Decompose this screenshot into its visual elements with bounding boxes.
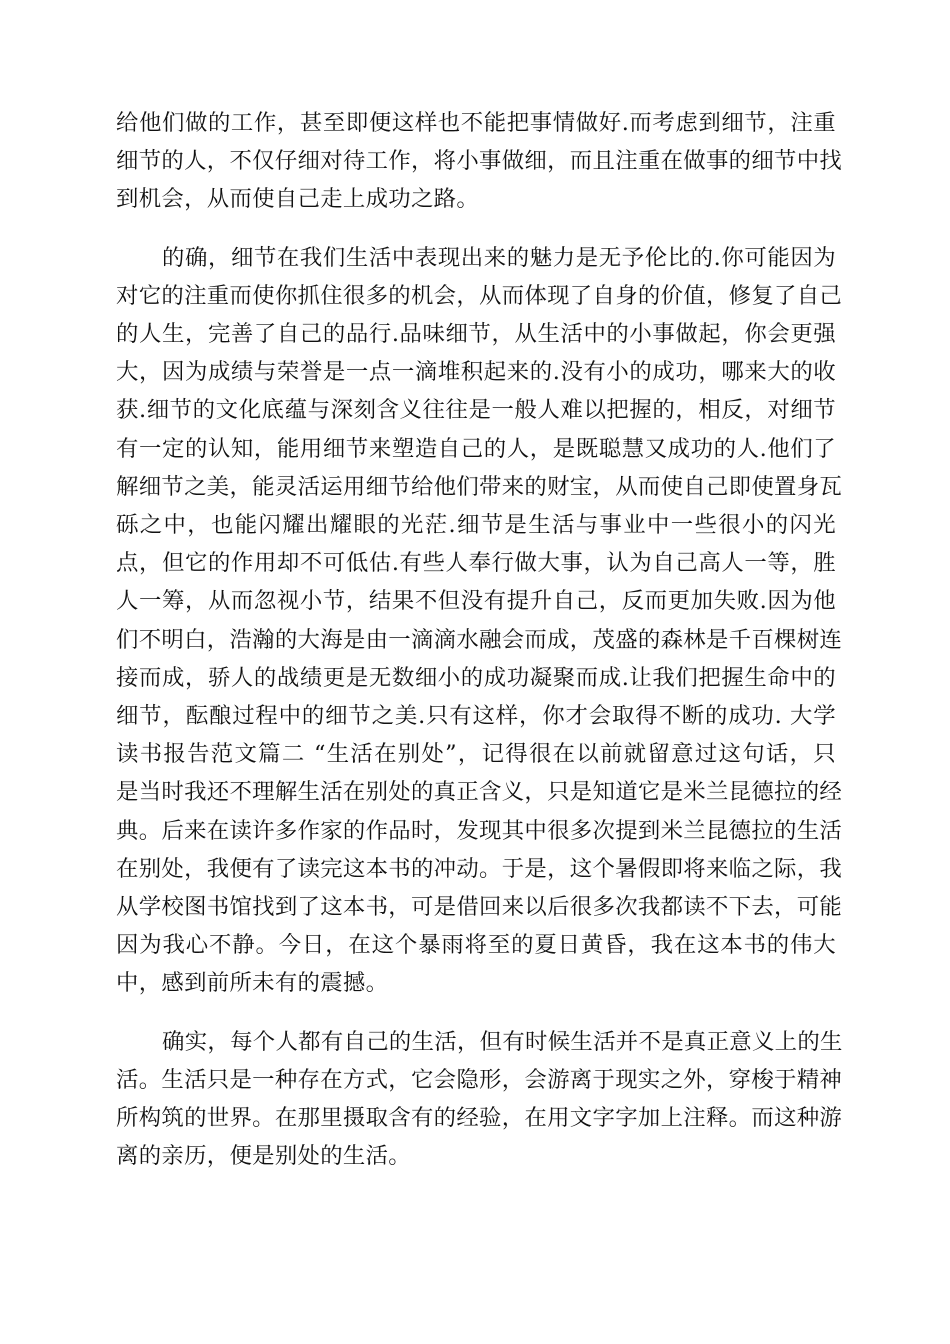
text-line: 活。生活只是一种存在方式，它会隐形，会游离于现实之外，穿梭于精神 [116, 1066, 843, 1093]
text-line: 读书报告范文篇二 “生活在别处”，记得很在以前就留意过这句话，只 [116, 741, 836, 768]
text-line: 人一筹，从而忽视小节，结果不但没有提升自己，反而更加失败.因为他 [116, 588, 836, 615]
text-line: 从学校图书馆找到了这本书，可是借回来以后很多次我都读不下去，可能 [116, 894, 843, 921]
text-line: 到机会，从而使自己走上成功之路。 [116, 186, 480, 213]
text-line: 在别处，我便有了读完这本书的冲动。于是，这个暑假即将来临之际，我 [116, 855, 843, 882]
text-line: 中，感到前所未有的震撼。 [116, 970, 389, 997]
text-line: 砾之中，也能闪耀出耀眼的光茫.细节是生活与事业中一些很小的闪光 [116, 512, 836, 539]
text-line: 所构筑的世界。在那里摄取含有的经验，在用文字字加上注释。而这种游 [116, 1105, 843, 1132]
text-line: 确实，每个人都有自己的生活，但有时候生活并不是真正意义上的生 [162, 1028, 843, 1055]
text-line: 接而成，骄人的战绩更是无数细小的成功凝聚而成.让我们把握生命中的 [116, 664, 836, 691]
text-line: 的确，细节在我们生活中表现出来的魅力是无予伦比的.你可能因为 [162, 244, 836, 271]
text-line: 是当时我还不理解生活在别处的真正含义，只是知道它是米兰昆德拉的经 [116, 779, 843, 806]
text-line: 细节的人，不仅仔细对待工作，将小事做细，而且注重在做事的细节中找 [116, 148, 843, 175]
text-line: 细节，酝酿过程中的细节之美.只有这样，你才会取得不断的成功. 大学 [116, 703, 836, 730]
paragraph-3 [116, 1023, 843, 1176]
document-page [116, 104, 843, 1175]
text-line: 给他们做的工作，甚至即便这样也不能把事情做好.而考虑到细节，注重 [116, 110, 836, 136]
text-line: 因为我心不静。今日，在这个暴雨将至的夏日黄昏，我在这本书的伟大 [116, 932, 836, 959]
text-line: 有一定的认知，能用细节来塑造自己的人，是既聪慧又成功的人.他们了 [116, 435, 836, 462]
text-line: 们不明白，浩瀚的大海是由一滴滴水融会而成，茂盛的森林是千百棵树连 [116, 626, 843, 653]
text-line: 获.细节的文化底蕴与深刻含义往往是一般人难以把握的，相反，对细节 [116, 397, 836, 424]
text-line: 典。后来在读许多作家的作品时，发现其中很多次提到米兰昆德拉的生活 [116, 817, 843, 844]
text-line: 解细节之美，能灵活运用细节给他们带来的财宝，从而使自己即使置身瓦 [116, 473, 843, 500]
text-line: 点，但它的作用却不可低估.有些人奉行做大事，认为自己高人一等，胜 [116, 550, 836, 577]
paragraph-1 [116, 104, 843, 219]
text-line: 对它的注重而使你抓住很多的机会，从而体现了自身的价值，修复了自己 [116, 282, 843, 309]
text-line: 离的亲历，便是别处的生活。 [116, 1143, 411, 1170]
text-line: 大，因为成绩与荣誉是一点一滴堆积起来的.没有小的成功，哪来大的收 [116, 359, 836, 386]
text-line: 的人生，完善了自己的品行.品味细节，从生活中的小事做起，你会更强 [116, 321, 836, 348]
paragraph-2 [116, 239, 843, 1003]
